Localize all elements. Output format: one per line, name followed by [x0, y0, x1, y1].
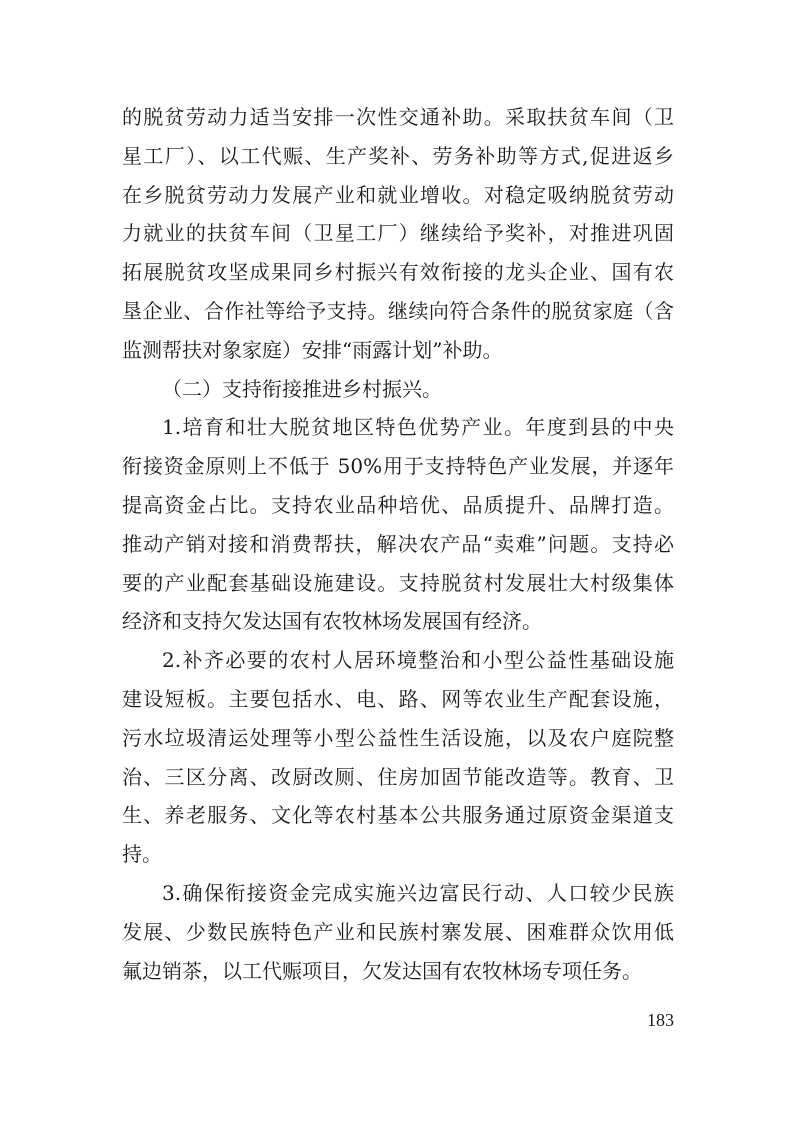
text-line: 的脱贫劳动力适当安排一次性交通补助。采取扶贫车间（卫: [122, 105, 674, 129]
text-line: 建设短板。主要包括水、电、路、网等农业生产配套设施，: [122, 686, 674, 711]
text-line: 持。: [122, 842, 162, 867]
text-line: 衔接资金原则上不低于 50%用于支持特色产业发展，并逐年: [122, 454, 674, 479]
text-line: 2.补齐必要的农村人居环境整治和小型公益性基础设施: [162, 648, 674, 673]
text-line: 拓展脱贫攻坚成果同乡村振兴有效衔接的龙头企业、国有农: [122, 260, 674, 285]
section-heading: （二）支持衔接推进乡村振兴。: [162, 376, 442, 401]
text-line: 污水垃圾清运处理等小型公益性生活设施，以及农户庭院整: [122, 725, 674, 750]
text-line: 经济和支持欠发达国有农牧林场发展国有经济。: [122, 609, 542, 634]
text-line: 监测帮扶对象家庭）安排“雨露计划”补助。: [122, 337, 503, 362]
text-line: 3.确保衔接资金完成实施兴边富民行动、人口较少民族: [162, 880, 674, 905]
text-line: 生、养老服务、文化等农村基本公共服务通过原资金渠道支: [122, 803, 674, 828]
page-number: 183: [647, 1010, 674, 1030]
text-line: 星工厂）、以工代赈、生产奖补、劳务补助等方式,促进返乡: [122, 143, 674, 168]
text-line: 治、三区分离、改厨改厕、住房加固节能改造等。教育、卫: [122, 764, 674, 789]
text-line: 发展、少数民族特色产业和民族村寨发展、困难群众饮用低: [122, 919, 674, 944]
text-line: 要的产业配套基础设施建设。支持脱贫村发展壮大村级集体: [122, 570, 674, 595]
text-line: 在乡脱贫劳动力发展产业和就业增收。对稳定吸纳脱贫劳动: [122, 182, 674, 207]
document-body: [122, 98, 674, 990]
text-line: 力就业的扶贫车间（卫星工厂）继续给予奖补，对推进巩固: [122, 221, 674, 246]
text-line: 垦企业、合作社等给予支持。继续向符合条件的脱贫家庭（含: [122, 298, 674, 323]
text-line: 提高资金占比。支持农业品种培优、品质提升、品牌打造。: [122, 492, 674, 517]
text-line: 推动产销对接和消费帮扶，解决农产品“卖难”问题。支持必: [122, 531, 674, 556]
text-line: 氟边销茶，以工代赈项目，欠发达国有农牧林场专项任务。: [122, 958, 642, 983]
text-line: 1.培育和壮大脱贫地区特色优势产业。年度到县的中央: [162, 415, 674, 440]
